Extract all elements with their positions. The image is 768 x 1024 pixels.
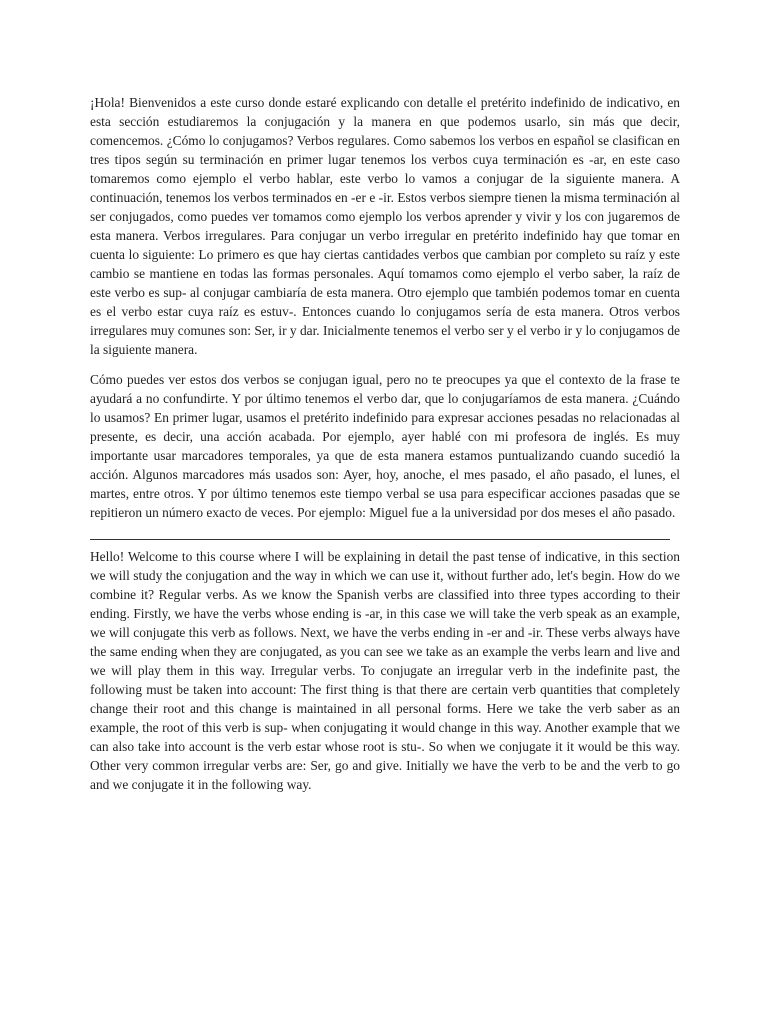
spanish-paragraph-2: Cómo puedes ver estos dos verbos se conjugan igual, pero no te preocupes ya que el contexto de la frase te ayudará a no confundirte. Y por último tenemos el verbo dar, que lo conjugaríamos de esta manera. ¿Cuándo lo usamos? En primer lugar, usamos el pretérito indefinido para expresar acciones pesadas no relacionadas al presente, es decir, una acción acabada. Por ejemplo, ayer hablé con mi profesora de inglés. Es muy importante usar marcadores temporales, ya que de esta manera estamos puntualizando cuando sucedió la acción. Algunos marcadores más usados son: Ayer, hoy, anoche, el mes pasado, el año pasado, el lunes, el martes, entre otros. Y por último tenemos este tiempo verbal se usa para especificar acciones pasadas que se repitieron un número exacto de veces. Por ejemplo: Miguel fue a la universidad por dos meses el año pasado. [90,372,680,520]
spanish-paragraph-1: ¡Hola! Bienvenidos a este curso donde estaré explicando con detalle el pretérito indefinido de indicativo, en esta sección estudiaremos la conjugación y la manera en que podemos usarlo, sin más que decir, comencemos. ¿Cómo lo conjugamos? Verbos regulares. Como sabemos los verbos en español se clasifican en tres tipos según su terminación en primer lugar tenemos los verbos cuya terminación es -ar, en este caso tomaremos como ejemplo el verbo hablar, este verbo lo vamos a conjugar de la siguiente manera. A continuación, tenemos los verbos terminados en -er e -ir. Estos verbos siempre tienen la misma terminación al ser conjugados, como puedes ver tomamos como ejemplo los verbos aprender y vivir y los con jugaremos de esta manera. Verbos irregulares. Para conjugar un verbo irregular en pretérito indefinido hay que tomar en cuenta lo siguiente: Lo primero es que hay ciertas cantidades verbos que cambian por completo su raíz y este cambio se mantiene en todas las formas personales. Aquí tomamos como ejemplo el verbo saber, la raíz de este verbo es sup- al conjugar cambiaría de esta manera. Otro ejemplo que también podemos tomar en cuenta es el verbo estar cuya raíz es estuv-. Entonces cuando lo conjugamos sería de esta manera. Otros verbos irregulares muy comunes son: Ser, ir y dar. Inicialmente tenemos el verbo ser y el verbo ir y lo conjugamos de la siguiente manera. [90,95,680,357]
section-divider [90,539,670,540]
english-paragraph: Hello! Welcome to this course where I will be explaining in detail the past tense of indicative, in this section we will study the conjugation and the way in which we can use it, without further ado, let's begin. How do we combine it? Regular verbs. As we know the Spanish verbs are classified into three types according to their ending. Firstly, we have the verbs whose ending is -ar, in this case we will take the verb speak as an example, we will conjugate this verb as follows. Next, we have the verbs ending in -er and -ir. These verbs always have the same ending when they are conjugated, as you can see we take as an example the verbs learn and live and we will play them in this way. Irregular verbs. To conjugate an irregular verb in the indefinite past, the following must be taken into account: The first thing is that there are certain verb quantities that completely change their root and this change is maintained in all personal forms. Here we take the verb saber as an example, the root of this verb is sup- when conjugating it would change in this way. Another example that we can also take into account is the verb estar whose root is stu-. So when we conjugate it it would be this way. Other very common irregular verbs are: Ser, go and give. Initially we have the verb to be and the verb to go and we conjugate it in the following way. [90,549,680,792]
document-page [90,93,680,794]
